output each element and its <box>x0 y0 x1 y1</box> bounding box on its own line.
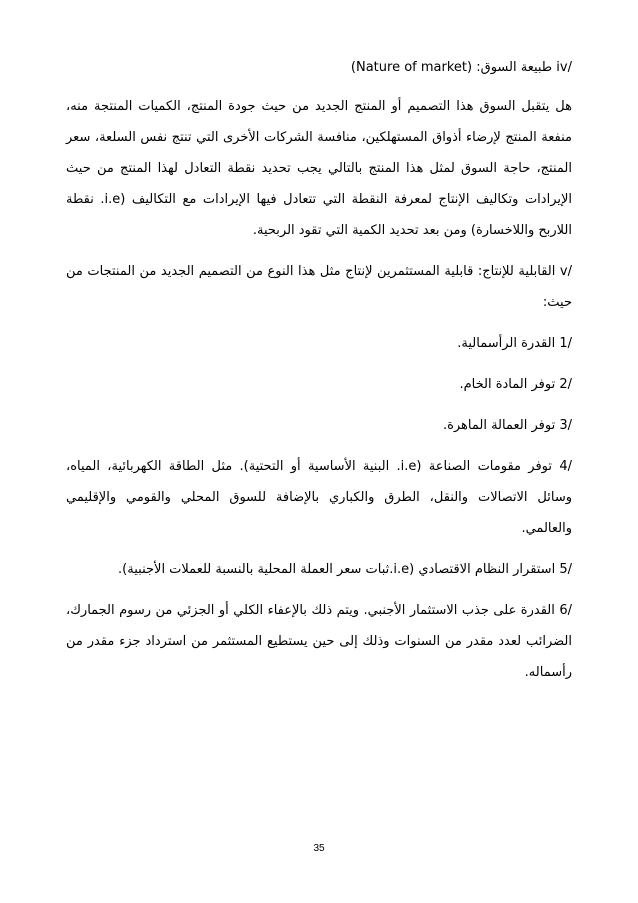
list-item-skilled-labor: /3 توفر العمالة الماهرة. <box>442 418 572 433</box>
list-item-capital: /1 القدرة الرأسمالية. <box>457 336 572 351</box>
list-item-foreign-investment: /6 القدرة على جذب الاستثمار الأجنبي. ويتم ذلك بالإعفاء الكلي أو الجزئي من رسوم الجمارك، الضرائب لعدد مقدر من السنوات وذلك إلى حين يستطيع المستثمر من استرداد جزء مقدر من رأسماله. <box>66 603 572 680</box>
list-item-industry-infrastructure: /4 توفر مقومات الصناعة (i.e. البنية الأساسية أو التحتية). مثل الطاقة الكهربائية، المياه، وسائل الاتصالات والنقل، الطرق والكباري بالإضافة للسوق المحلي والقومي والإقليمي والعالمي. <box>66 459 572 536</box>
list-item-raw-material: /2 توفر المادة الخام. <box>459 377 572 392</box>
page-number: 35 <box>313 843 325 854</box>
heading-iv-prefix: /iv <box>556 60 572 75</box>
paragraph-market-nature: هل يتقبل السوق هذا التصميم أو المنتج الجديد من حيث جودة المنتج، الكميات المنتجة منه، منفعة المنتج لإرضاء أذواق المستهلكين، منافسة الشركات الأخرى التي تنتج نفس السلعة، سعر المنتج، حاجة السوق لمثل هذا المنتج بالتالي يجب تحديد نقطة التعادل لهذا المنتج من حيث الإيرادات وتكاليف الإنتاج لمعرفة النقطة التي تتعادل فيها الإيرادات مع التكاليف (i.e. نقطة اللاربح واللاخسارة) ومن بعد تحديد الكمية التي تقود الربحية. <box>66 99 573 238</box>
document-page <box>66 60 572 698</box>
heading-iv-title: طبيعة السوق: <box>476 60 553 75</box>
section-heading-iv <box>66 60 572 75</box>
heading-iv-latin: (Nature of market) <box>350 60 473 75</box>
paragraph-producibility: /v القابلية للإنتاج: قابلية المستثمرين لإنتاج مثل هذا النوع من التصميم الجديد من المنتجات من حيث: <box>66 264 572 310</box>
list-item-economic-stability: /5 استقرار النظام الاقتصادي (i.e.ثبات سعر العملة المحلية بالنسبة للعملات الأجنبية). <box>118 562 572 577</box>
